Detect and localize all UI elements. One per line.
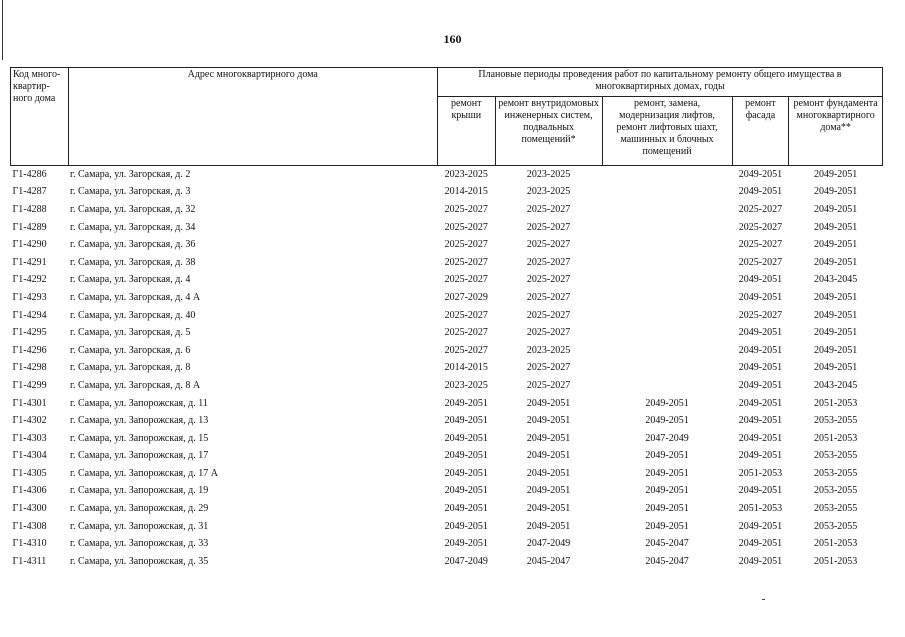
cell-lift (602, 360, 732, 378)
cell-address: г. Самара, ул. Загорская, д. 8 (70, 362, 191, 374)
cell-address: г. Самара, ул. Запорожская, д. 33 (70, 538, 209, 550)
cell-roof: 2049-2051 (444, 397, 488, 409)
table-row (11, 324, 883, 342)
cell-address: г. Самара, ул. Загорская, д. 4 А (70, 291, 201, 303)
cell-facade: 2051-2053 (738, 503, 783, 515)
cell-roof: 2049-2051 (444, 432, 488, 444)
table-row (11, 360, 883, 378)
cell-facade: 2049-2051 (738, 485, 783, 497)
cell-code: Г1-4300 (12, 503, 47, 515)
cell-facade: 2049-2051 (738, 397, 783, 409)
cell-code: Г1-4311 (12, 555, 47, 567)
cell-facade: 2025-2027 (738, 203, 783, 215)
cell-address: г. Самара, ул. Загорская, д. 6 (70, 344, 191, 356)
cell-foundation: 2053-2055 (813, 485, 858, 497)
table-row (11, 307, 883, 325)
cell-lift: 2049-2051 (645, 520, 689, 532)
cell-engineering: 2049-2051 (526, 397, 571, 409)
cell-roof: 2025-2027 (444, 274, 488, 286)
cell-roof: 2023-2025 (444, 168, 488, 180)
cell-code: Г1-4286 (12, 168, 47, 180)
cell-roof: 2025-2027 (444, 239, 488, 251)
table-row (11, 518, 883, 536)
cell-code: Г1-4289 (12, 221, 47, 233)
cell-roof: 2049-2051 (444, 503, 488, 515)
cell-lift (602, 324, 732, 342)
cell-roof: 2027-2029 (444, 291, 488, 303)
cell-engineering: 2049-2051 (526, 450, 571, 462)
table-row (11, 412, 883, 430)
cell-foundation: 2049-2051 (813, 203, 858, 215)
cell-code: Г1-4292 (12, 274, 47, 286)
table-row (11, 500, 883, 518)
cell-engineering: 2025-2027 (526, 379, 571, 391)
cell-code: Г1-4308 (12, 520, 47, 532)
cell-lift: 2047-2049 (645, 432, 689, 444)
cell-lift (602, 307, 732, 325)
cell-foundation: 2049-2051 (813, 309, 858, 321)
cell-roof: 2049-2051 (444, 485, 488, 497)
cell-lift: 2049-2051 (645, 467, 689, 479)
cell-code: Г1-4305 (12, 467, 47, 479)
table-row (11, 201, 883, 219)
cell-address: г. Самара, ул. Запорожская, д. 13 (70, 415, 209, 427)
cell-code: Г1-4293 (12, 291, 47, 303)
cell-facade: 2025-2027 (738, 256, 783, 268)
cell-facade: 2051-2053 (738, 467, 783, 479)
cell-engineering: 2025-2027 (526, 221, 571, 233)
cell-facade: 2025-2027 (738, 309, 783, 321)
table-row (11, 483, 883, 501)
cell-engineering: 2047-2049 (526, 538, 571, 550)
table-row (11, 553, 883, 571)
cell-roof: 2047-2049 (444, 555, 488, 567)
cell-facade: 2049-2051 (738, 344, 783, 356)
cell-facade: 2025-2027 (738, 239, 783, 251)
cell-lift (602, 272, 732, 290)
cell-engineering: 2025-2027 (526, 203, 571, 215)
cell-address: г. Самара, ул. Загорская, д. 3 (70, 186, 191, 198)
cell-address: г. Самара, ул. Загорская, д. 34 (70, 221, 196, 233)
cell-engineering: 2049-2051 (526, 415, 571, 427)
cell-engineering: 2049-2051 (526, 485, 571, 497)
cell-code: Г1-4294 (12, 309, 47, 321)
cell-code: Г1-4303 (12, 432, 47, 444)
cell-lift (602, 236, 732, 254)
cell-foundation: 2051-2053 (813, 555, 858, 567)
cell-address: г. Самара, ул. Запорожская, д. 35 (70, 555, 209, 567)
cell-address: г. Самара, ул. Загорская, д. 32 (70, 203, 196, 215)
cell-roof: 2049-2051 (444, 415, 488, 427)
header-roof: ремонт крыши (437, 97, 495, 166)
cell-facade: 2049-2051 (738, 450, 783, 462)
cell-lift: 2049-2051 (645, 503, 689, 515)
cell-lift (602, 342, 732, 360)
cell-lift (602, 201, 732, 219)
cell-facade: 2049-2051 (738, 168, 783, 180)
table-row (11, 219, 883, 237)
cell-foundation: 2043-2045 (813, 379, 858, 391)
cell-engineering: 2049-2051 (526, 432, 571, 444)
cell-engineering: 2025-2027 (526, 362, 571, 374)
cell-foundation: 2051-2053 (813, 432, 858, 444)
cell-lift: 2049-2051 (645, 485, 689, 497)
cell-code: Г1-4295 (12, 327, 47, 339)
cell-code: Г1-4310 (12, 538, 47, 550)
cell-roof: 2025-2027 (444, 256, 488, 268)
header-lift: ремонт, замена, модернизация лифтов, ремонт лифтовых шахт, машинных и блочных помещений (602, 97, 732, 166)
cell-foundation: 2049-2051 (813, 291, 858, 303)
cell-facade: 2049-2051 (738, 379, 783, 391)
table-row (11, 535, 883, 553)
cell-roof: 2049-2051 (444, 538, 488, 550)
cell-foundation: 2049-2051 (813, 221, 858, 233)
page-number: 160 (443, 32, 462, 46)
cell-address: г. Самара, ул. Загорская, д. 8 А (70, 379, 201, 391)
cell-engineering: 2025-2027 (526, 291, 571, 303)
cell-foundation: 2049-2051 (813, 327, 858, 339)
cell-lift (602, 166, 732, 184)
cell-code: Г1-4287 (12, 186, 47, 198)
cell-address: г. Самара, ул. Загорская, д. 5 (70, 327, 191, 339)
table-row (11, 289, 883, 307)
cell-roof: 2049-2051 (444, 450, 488, 462)
cell-address: г. Самара, ул. Запорожская, д. 31 (70, 520, 209, 532)
cell-lift: 2045-2047 (645, 538, 689, 550)
cell-address: г. Самара, ул. Запорожская, д. 11 (70, 397, 208, 409)
cell-address: г. Самара, ул. Запорожская, д. 15 (70, 432, 209, 444)
cell-foundation: 2053-2055 (813, 415, 858, 427)
cell-address: г. Самара, ул. Запорожская, д. 19 (70, 485, 209, 497)
margin-rule (2, 0, 3, 60)
cell-facade: 2049-2051 (738, 555, 783, 567)
cell-foundation: 2049-2051 (813, 168, 858, 180)
cell-foundation: 2043-2045 (813, 274, 858, 286)
table-row (11, 272, 883, 290)
cell-roof: 2025-2027 (444, 221, 488, 233)
cell-lift: 2049-2051 (645, 415, 689, 427)
cell-lift (602, 184, 732, 202)
cell-facade: 2049-2051 (738, 520, 783, 532)
cell-engineering: 2025-2027 (526, 239, 571, 251)
cell-engineering: 2025-2027 (526, 274, 571, 286)
table-row (11, 236, 883, 254)
cell-roof: 2049-2051 (444, 520, 488, 532)
cell-address: г. Самара, ул. Загорская, д. 4 (70, 274, 191, 286)
cell-foundation: 2053-2055 (813, 520, 858, 532)
cell-code: Г1-4301 (12, 397, 47, 409)
table-row (11, 342, 883, 360)
header-foundation: ремонт фундамента многоквартирного дома** (789, 97, 883, 166)
cell-facade: 2049-2051 (738, 362, 783, 374)
table-row (11, 465, 883, 483)
cell-code: Г1-4302 (12, 415, 47, 427)
cell-code: Г1-4288 (12, 203, 47, 215)
cell-engineering: 2049-2051 (526, 520, 571, 532)
cell-address: г. Самара, ул. Загорская, д. 40 (70, 309, 196, 321)
cell-foundation: 2049-2051 (813, 186, 858, 198)
table-row (11, 166, 883, 184)
cell-lift (602, 219, 732, 237)
repair-schedule-table (10, 67, 883, 571)
cell-facade: 2049-2051 (738, 432, 783, 444)
table-row (11, 377, 883, 395)
cell-code: Г1-4306 (12, 485, 47, 497)
cell-address: г. Самара, ул. Загорская, д. 2 (70, 168, 191, 180)
cell-roof: 2014-2015 (444, 186, 488, 198)
cell-lift (602, 377, 732, 395)
cell-facade: 2049-2051 (738, 274, 783, 286)
cell-code: Г1-4299 (12, 379, 47, 391)
cell-foundation: 2053-2055 (813, 450, 858, 462)
cell-code: Г1-4290 (12, 239, 47, 251)
cell-roof: 2025-2027 (444, 327, 488, 339)
cell-address: г. Самара, ул. Запорожская, д. 29 (70, 503, 209, 515)
cell-foundation: 2053-2055 (813, 467, 858, 479)
cell-code: Г1-4298 (12, 362, 47, 374)
cell-lift: 2049-2051 (645, 450, 689, 462)
cell-roof: 2014-2015 (444, 362, 488, 374)
cell-roof: 2023-2025 (444, 379, 488, 391)
cell-facade: 2049-2051 (738, 538, 783, 550)
header-code: Код много-квартир-ного дома (11, 68, 69, 166)
table-row (11, 395, 883, 413)
table-row (11, 448, 883, 466)
cell-address: г. Самара, ул. Загорская, д. 38 (70, 256, 196, 268)
cell-engineering: 2049-2051 (526, 467, 571, 479)
cell-foundation: 2049-2051 (813, 239, 858, 251)
cell-facade: 2049-2051 (738, 186, 783, 198)
table-row (11, 184, 883, 202)
cell-address: г. Самара, ул. Загорская, д. 36 (70, 239, 196, 251)
table-row (11, 254, 883, 272)
cell-facade: 2025-2027 (738, 221, 783, 233)
cell-foundation: 2049-2051 (813, 344, 858, 356)
cell-facade: 2049-2051 (738, 327, 783, 339)
table-row (11, 430, 883, 448)
header-engineering: ремонт внутридомовых инженерных систем, подвальных помещений* (495, 97, 602, 166)
cell-engineering: 2023-2025 (526, 344, 571, 356)
cell-engineering: 2025-2027 (526, 309, 571, 321)
cell-roof: 2025-2027 (444, 344, 488, 356)
cell-engineering: 2023-2025 (526, 168, 571, 180)
cell-lift (602, 254, 732, 272)
cell-engineering: 2025-2027 (526, 327, 571, 339)
cell-foundation: 2053-2055 (813, 503, 858, 515)
cell-engineering: 2023-2025 (526, 186, 571, 198)
cell-engineering: 2049-2051 (526, 503, 571, 515)
cell-address: г. Самара, ул. Запорожская, д. 17 А (70, 467, 218, 479)
header-address: Адрес многоквартирного дома (68, 68, 437, 166)
cell-engineering: 2045-2047 (526, 555, 571, 567)
cell-code: Г1-4291 (12, 256, 47, 268)
header-facade: ремонт фасада (732, 97, 789, 166)
cell-foundation: 2051-2053 (813, 538, 858, 550)
cell-foundation: 2049-2051 (813, 362, 858, 374)
cell-lift (602, 289, 732, 307)
cell-foundation: 2049-2051 (813, 256, 858, 268)
cell-lift: 2045-2047 (645, 555, 689, 567)
cell-address: г. Самара, ул. Запорожская, д. 17 (70, 450, 209, 462)
cell-facade: 2049-2051 (738, 291, 783, 303)
cell-facade: 2049-2051 (738, 415, 783, 427)
cell-code: Г1-4296 (12, 344, 47, 356)
cell-code: Г1-4304 (12, 450, 47, 462)
cell-roof: 2025-2027 (444, 309, 488, 321)
cell-foundation: 2051-2053 (813, 397, 858, 409)
table-header (11, 68, 883, 166)
cell-engineering: 2025-2027 (526, 256, 571, 268)
header-periods-group: Плановые периоды проведения работ по капитальному ремонту общего имущества в многоквартирных домах, годы (437, 68, 882, 97)
cell-lift: 2049-2051 (645, 397, 689, 409)
table-body (11, 166, 883, 571)
cell-roof: 2025-2027 (444, 203, 488, 215)
cell-roof: 2049-2051 (444, 467, 488, 479)
scan-mark (762, 599, 765, 600)
